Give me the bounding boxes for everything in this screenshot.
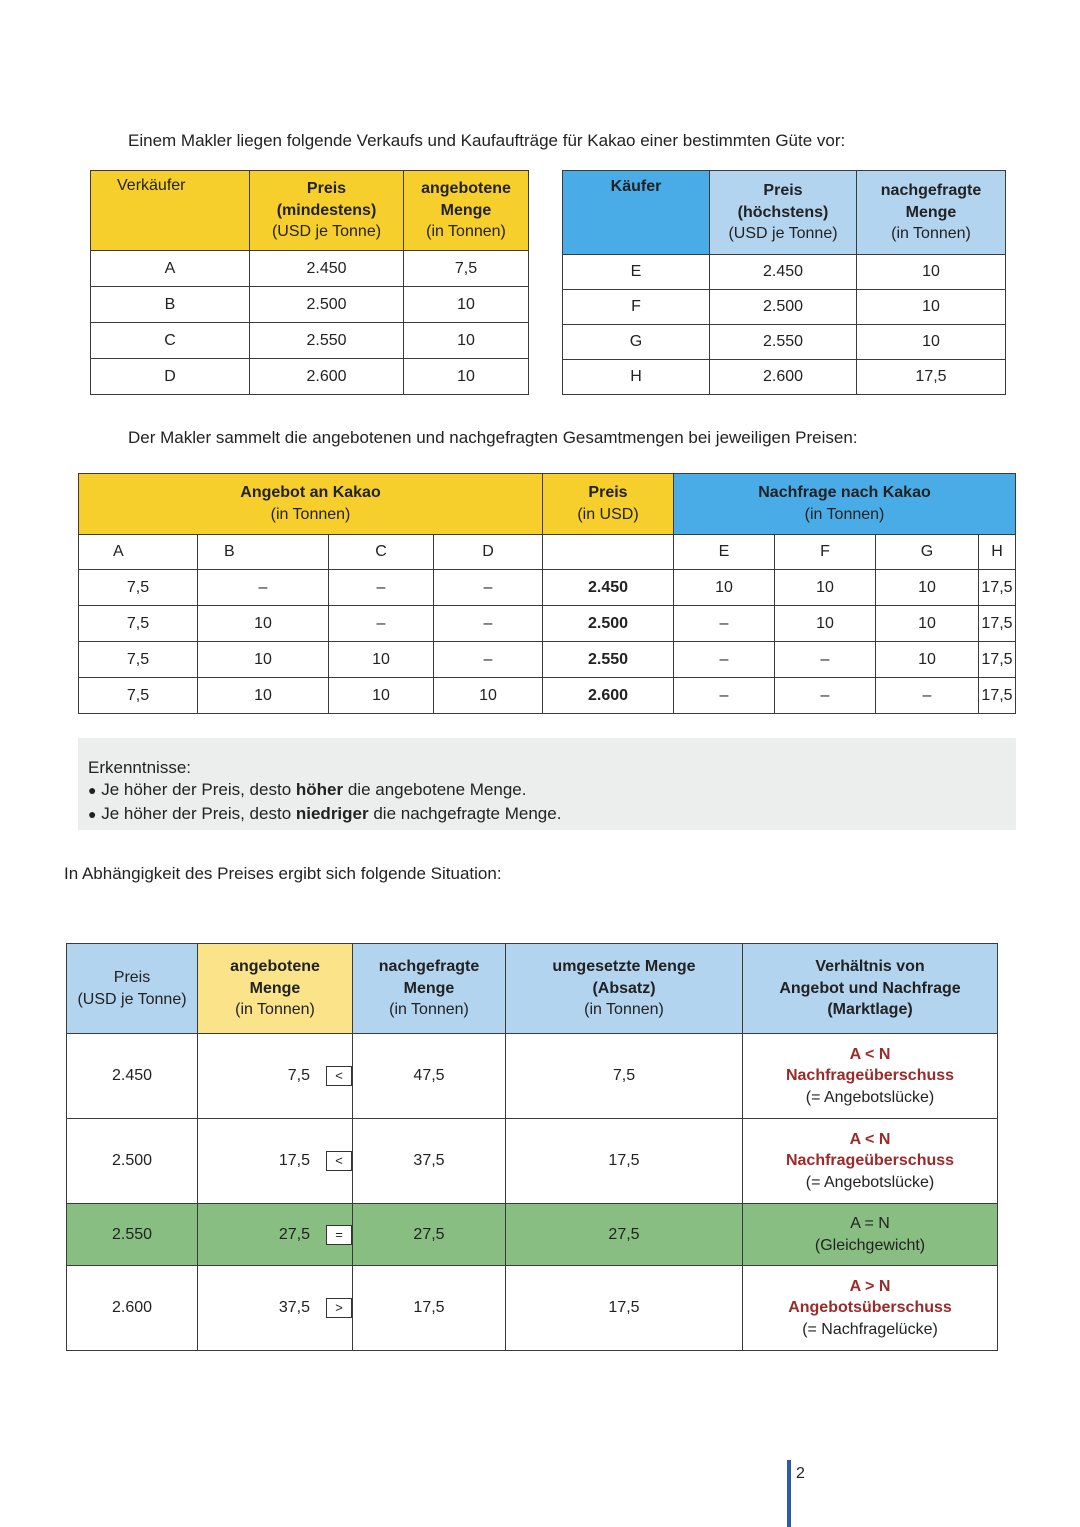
agg-column-row: A B C D E F G H — [79, 535, 1016, 570]
market-header-supply: angebotene Menge (in Tonnen) — [198, 944, 353, 1034]
table-row: F 2.500 10 — [563, 290, 1006, 325]
table-row: B 2.500 10 — [91, 287, 529, 323]
intro-text: Einem Makler liegen folgende Verkaufs und Kaufaufträge für Kakao einer bestimmten Güte vor: — [128, 131, 846, 150]
insights-box — [78, 738, 1016, 830]
seller-header-price: Preis (mindestens) (USD je Tonne) — [250, 171, 404, 251]
market-header-sold: umgesetzte Menge (Absatz) (in Tonnen) — [506, 944, 743, 1034]
sellers-table — [90, 170, 529, 395]
table-row: H 2.600 17,5 — [563, 360, 1006, 395]
agg-header-demand: Nachfrage nach Kakao (in Tonnen) — [674, 474, 1016, 535]
table-row: E 2.450 10 — [563, 255, 1006, 290]
greater-than-sign: > — [326, 1298, 352, 1318]
table-row: 7,5 10 – – 2.500 – 10 10 17,5 — [79, 606, 1016, 642]
market-header-demand: nachgefragte Menge (in Tonnen) — [353, 944, 506, 1034]
market-table — [66, 943, 998, 1351]
less-than-sign: < — [326, 1066, 352, 1086]
agg-header-supply: Angebot an Kakao (in Tonnen) — [79, 474, 543, 535]
aggregate-table — [78, 473, 1016, 714]
table-row: 2.600 37,5 > 17,5 17,5 A > N Angebotsüberschuss (= Nachfragelücke) — [67, 1266, 998, 1351]
table-row: A 2.450 7,5 — [91, 251, 529, 287]
buyer-header-name: Käufer — [563, 171, 710, 255]
equals-sign: = — [326, 1225, 352, 1245]
buyers-table — [562, 170, 1006, 395]
less-than-sign: < — [326, 1151, 352, 1171]
agg-header-price: Preis (in USD) — [543, 474, 674, 535]
table-row: 7,5 10 10 10 2.600 – – – 17,5 — [79, 678, 1016, 714]
market-header-ratio: Verhältnis von Angebot und Nachfrage (Marktlage) — [743, 944, 998, 1034]
buyer-header-price: Preis (höchstens) (USD je Tonne) — [710, 171, 857, 255]
insights-title: Erkenntnisse: — [88, 758, 191, 777]
table-row: 7,5 10 10 – 2.550 – – 10 17,5 — [79, 642, 1016, 678]
collect-text: Der Makler sammelt die angebotenen und nachgefragten Gesamtmengen bei jeweiligen Preisen: — [128, 428, 858, 447]
table-row: 7,5 – – – 2.450 10 10 10 17,5 — [79, 570, 1016, 606]
insight-bullet-2: ● Je höher der Preis, desto niedriger die nachgefragte Menge. — [88, 804, 562, 823]
seller-header-name: Verkäufer — [91, 171, 250, 251]
table-row: 2.450 7,5 < 47,5 7,5 A < N Nachfrageüberschuss (= Angebotslücke) — [67, 1034, 998, 1119]
table-row: D 2.600 10 — [91, 359, 529, 395]
seller-header-qty: angebotene Menge (in Tonnen) — [404, 171, 529, 251]
table-row: G 2.550 10 — [563, 325, 1006, 360]
page-number-bar — [787, 1460, 791, 1527]
page-number: 2 — [796, 1465, 805, 1482]
table-row: C 2.550 10 — [91, 323, 529, 359]
insight-bullet-1: ● Je höher der Preis, desto höher die angebotene Menge. — [88, 780, 527, 799]
table-row-equilibrium: 2.550 27,5 = 27,5 27,5 A = N (Gleichgewicht) — [67, 1204, 998, 1266]
buyer-header-qty: nachgefragte Menge (in Tonnen) — [857, 171, 1006, 255]
table-row: 2.500 17,5 < 37,5 17,5 A < N Nachfrageüberschuss (= Angebotslücke) — [67, 1119, 998, 1204]
market-header-price: Preis (USD je Tonne) — [67, 944, 198, 1034]
situation-text: In Abhängigkeit des Preises ergibt sich folgende Situation: — [64, 864, 502, 883]
